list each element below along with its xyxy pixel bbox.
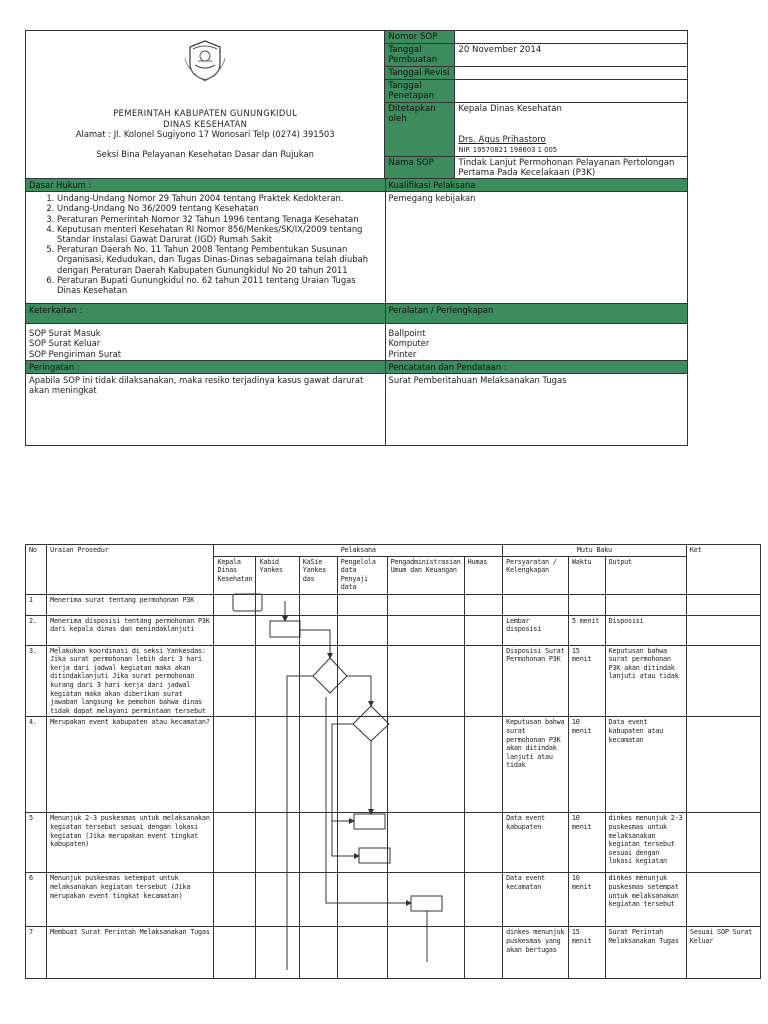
- tanggal-pembuatan-label: Tanggal Pembuatan: [385, 44, 455, 67]
- col-pengelola-data: Pengelola data Penyaji data: [337, 556, 387, 594]
- signer-nip: NIP. 19570821 198603 1 005: [458, 146, 558, 154]
- col-mutu-baku-header: Mutu Baku: [503, 545, 687, 557]
- flow-decision-event: [353, 706, 389, 741]
- row-waktu: 10 menit: [568, 717, 605, 813]
- dasar-hukum-item: 5. Peraturan Daerah No. 11 Tahun 2008 Tentang Pembentukan Susunan Organisasi, Kedudukan, dan Tugas Dinas-Dinas sebagaimana telah diubah dengan Peraturan Daerah Kabupaten Gunungkidul No 20 tahun 2011: [57, 244, 382, 275]
- flow-start-terminator: [233, 594, 262, 611]
- peralatan-label: Peralatan / Perlengkapan: [385, 304, 688, 324]
- tanggal-penetapan-label: Tanggal Penetapan: [385, 80, 455, 103]
- flow-process-surat-perintah: [411, 896, 442, 911]
- flow-connector: [300, 630, 330, 658]
- pencatatan-value: Surat Pemberitahuan Melaksanakan Tugas: [385, 374, 688, 446]
- dasar-hukum-item: 2. Undang-Undang No 36/2009 tentang Kesehatan: [57, 203, 382, 213]
- flow-connector: [326, 697, 411, 903]
- row-no: 4.: [26, 717, 47, 813]
- keterkaitan-label: Keterkaitan :: [26, 304, 386, 324]
- row-uraian: Menunjuk puskesmas setempat untuk melaksanakan kegiatan tersebut (Jika merupakan event tingkat kecamatan): [47, 873, 214, 927]
- nama-sop-value: Tindak Lanjut Permohonan Pelayanan Pertolongan Pertama Pada Kecelakaan (P3K): [455, 157, 688, 180]
- row-uraian: Menerima disposisi tentang permohonan P3K dari kepala dinas dan menindaklanjuti: [47, 615, 214, 645]
- row-no: 3.: [26, 645, 47, 717]
- agency-name: DINAS KESEHATAN: [163, 118, 248, 129]
- row-no: 2.: [26, 615, 47, 645]
- col-waktu: Waktu: [568, 556, 605, 594]
- row-waktu: 10 menit: [568, 873, 605, 927]
- flow-connector: [332, 821, 359, 856]
- peralatan-item: Komputer: [388, 338, 430, 349]
- row-no: 7: [26, 927, 47, 979]
- kualifikasi-value: Pemegang kebijakan: [385, 192, 688, 304]
- tanggal-revisi-label: Tanggal Revisi: [385, 67, 455, 80]
- peringatan-value: Apabila SOP ini tidak dilaksanakan, maka resiko terjadinya kasus gawat darurat akan meningkat: [26, 374, 386, 446]
- row-syarat: dinkes menunjuk puskesmas yang akan bertugas: [503, 927, 569, 979]
- row-uraian: Membuat Surat Perintah Melaksanakan Tugas: [47, 927, 214, 979]
- row-syarat: Disposisi Surat Permohonan P3K: [503, 645, 569, 717]
- peringatan-label: Peringatan :: [26, 360, 386, 373]
- row-ket: Sesuai SOP Surat Keluar: [686, 927, 760, 979]
- agency-address: Alamat : Jl. Kolonel Sugiyono 17 Wonosari Telp (0274) 391503: [75, 129, 335, 139]
- section-name: Seksi Bina Pelayanan Kesehatan Dasar dan Rujukan: [96, 148, 314, 159]
- row-no: 5: [26, 813, 47, 873]
- col-persyaratan: Persyaratan / Kelengkapan: [503, 556, 569, 594]
- tanggal-pembuatan-value: 20 November 2014: [455, 44, 688, 67]
- flow-connector: [287, 676, 313, 970]
- ditetapkan-value: Kepala Dinas Kesehatan: [458, 104, 562, 114]
- dasar-hukum-item: 3. Peraturan Pemerintah Nomor 32 Tahun 1996 tentang Tenaga Kesehatan: [57, 214, 382, 224]
- flow-process-2-3-puskesmas: [354, 814, 385, 829]
- col-no-header: No: [26, 545, 47, 595]
- row-output: Disposisi: [605, 615, 686, 645]
- row-syarat: Data event kecamatan: [503, 873, 569, 927]
- row-uraian: Merupakan event kabupaten atau kecamatan?: [47, 717, 214, 813]
- row-uraian: Menerima surat tentang permohonan P3K: [47, 594, 214, 615]
- peralatan-item: Ballpoint: [388, 328, 426, 339]
- col-pelaksana-header: Pelaksana: [214, 545, 503, 557]
- kualifikasi-label: Kualifikasi Pelaksana: [385, 179, 688, 192]
- row-waktu: 5 menit: [568, 615, 605, 645]
- row-syarat: Data event kabupaten: [503, 813, 569, 873]
- row-no: 1: [26, 594, 47, 615]
- col-humas: Humas: [464, 556, 502, 594]
- row-syarat: Keputusan bahwa surat permohonan P3K akan ditindak lanjuti atau tidak: [503, 717, 569, 813]
- keterkaitan-item: SOP Surat Masuk: [29, 328, 101, 339]
- keterkaitan-item: SOP Pengiriman Surat: [29, 348, 121, 359]
- col-kabid-yankes: Kabid Yankes: [256, 556, 299, 594]
- nomor-sop-label: Nomor SOP: [385, 31, 455, 44]
- row-output: Data event kabupaten atau kecamatan: [605, 717, 686, 813]
- row-uraian: Melakukan koordinasi di seksi Yankesdas: Jika surat permohonan lebih dari 3 hari kerja dari jadwal kegiatan maka akan ditindaklanjuti Jika surat permohonan kurang dari 3 hari kerja dari jadwal kegiatan maka akan diberikan surat jawaban langsung ke pemohon bahwa dinas tidak dapat melayani permintaan tersebut: [47, 645, 214, 717]
- pencatatan-label: Pencatatan dan Pendataan :: [385, 360, 688, 373]
- row-output: dinkes menunjuk 2-3 puskesmas untuk melaksanakan kegiatan tersebut sesuai dengan lokasi kegiatan: [605, 813, 686, 873]
- row-output: dinkes menunjuk puskesmas setempat untuk melaksanakan kegiatan tersebut: [605, 873, 686, 927]
- flow-connector: [347, 676, 371, 706]
- row-uraian: Menunjuk 2-3 puskesmas untuk melaksanakan kegiatan tersebut sesuai dengan lokasi kegiatan (Jika merupakan event tingkat kabupaten): [47, 813, 214, 873]
- col-kepala-dinas: Kepala Dinas Kesehatan: [214, 556, 256, 594]
- row-output: Surat Perintah Melaksanakan Tugas: [605, 927, 686, 979]
- col-kasie-yankesdas: KaSie Yankes das: [299, 556, 337, 594]
- flow-process-puskesmas-setempat: [359, 848, 390, 863]
- row-no: 6: [26, 873, 47, 927]
- row-output: Keputusan bahwa surat permohonan P3K akan ditindak lanjuti atau tidak: [605, 645, 686, 717]
- col-ket-header: Ket: [686, 545, 760, 595]
- flow-process-disposisi: [270, 621, 300, 637]
- dasar-hukum-item: 4. Keputusan menteri Kesehatan RI Nomor 856/Menkes/SK/IX/2009 tentang Standar Instalasi Gawat Darurat (IGD) Rumah Sakit: [57, 224, 382, 244]
- peralatan-item: Printer: [388, 348, 417, 359]
- row-waktu: 15 menit: [568, 645, 605, 717]
- col-pengadministrasian: Pengadministrasian Umum dan Keuangan: [387, 556, 464, 594]
- col-output: Output: [605, 556, 686, 594]
- dasar-hukum-item: 6. Peraturan Bupati Gunungkidul no. 62 tahun 2011 tentang Uraian Tugas Dinas Kesehatan: [57, 275, 382, 295]
- nama-sop-label: Nama SOP: [385, 157, 455, 180]
- dasar-hukum-item: 1. Undang-Undang Nomor 29 Tahun 2004 tentang Praktek Kedokteran.: [57, 193, 382, 203]
- row-syarat: Lembar disposisi: [503, 615, 569, 645]
- signer-name: Drs. Agus Prihastoro: [458, 135, 546, 145]
- flow-decision-koordinasi: [313, 658, 347, 693]
- flow-connector: [332, 724, 354, 821]
- dasar-hukum-label: Dasar Hukum :: [26, 179, 386, 192]
- gov-name: PEMERINTAH KABUPATEN GUNUNGKIDUL: [113, 108, 298, 118]
- row-waktu: 10 menit: [568, 813, 605, 873]
- row-waktu: 15 menit: [568, 927, 605, 979]
- col-uraian-header: Uraian Prosedur: [47, 545, 214, 595]
- ditetapkan-label: Ditetapkan oleh: [385, 103, 455, 157]
- keterkaitan-item: SOP Surat Keluar: [29, 338, 101, 349]
